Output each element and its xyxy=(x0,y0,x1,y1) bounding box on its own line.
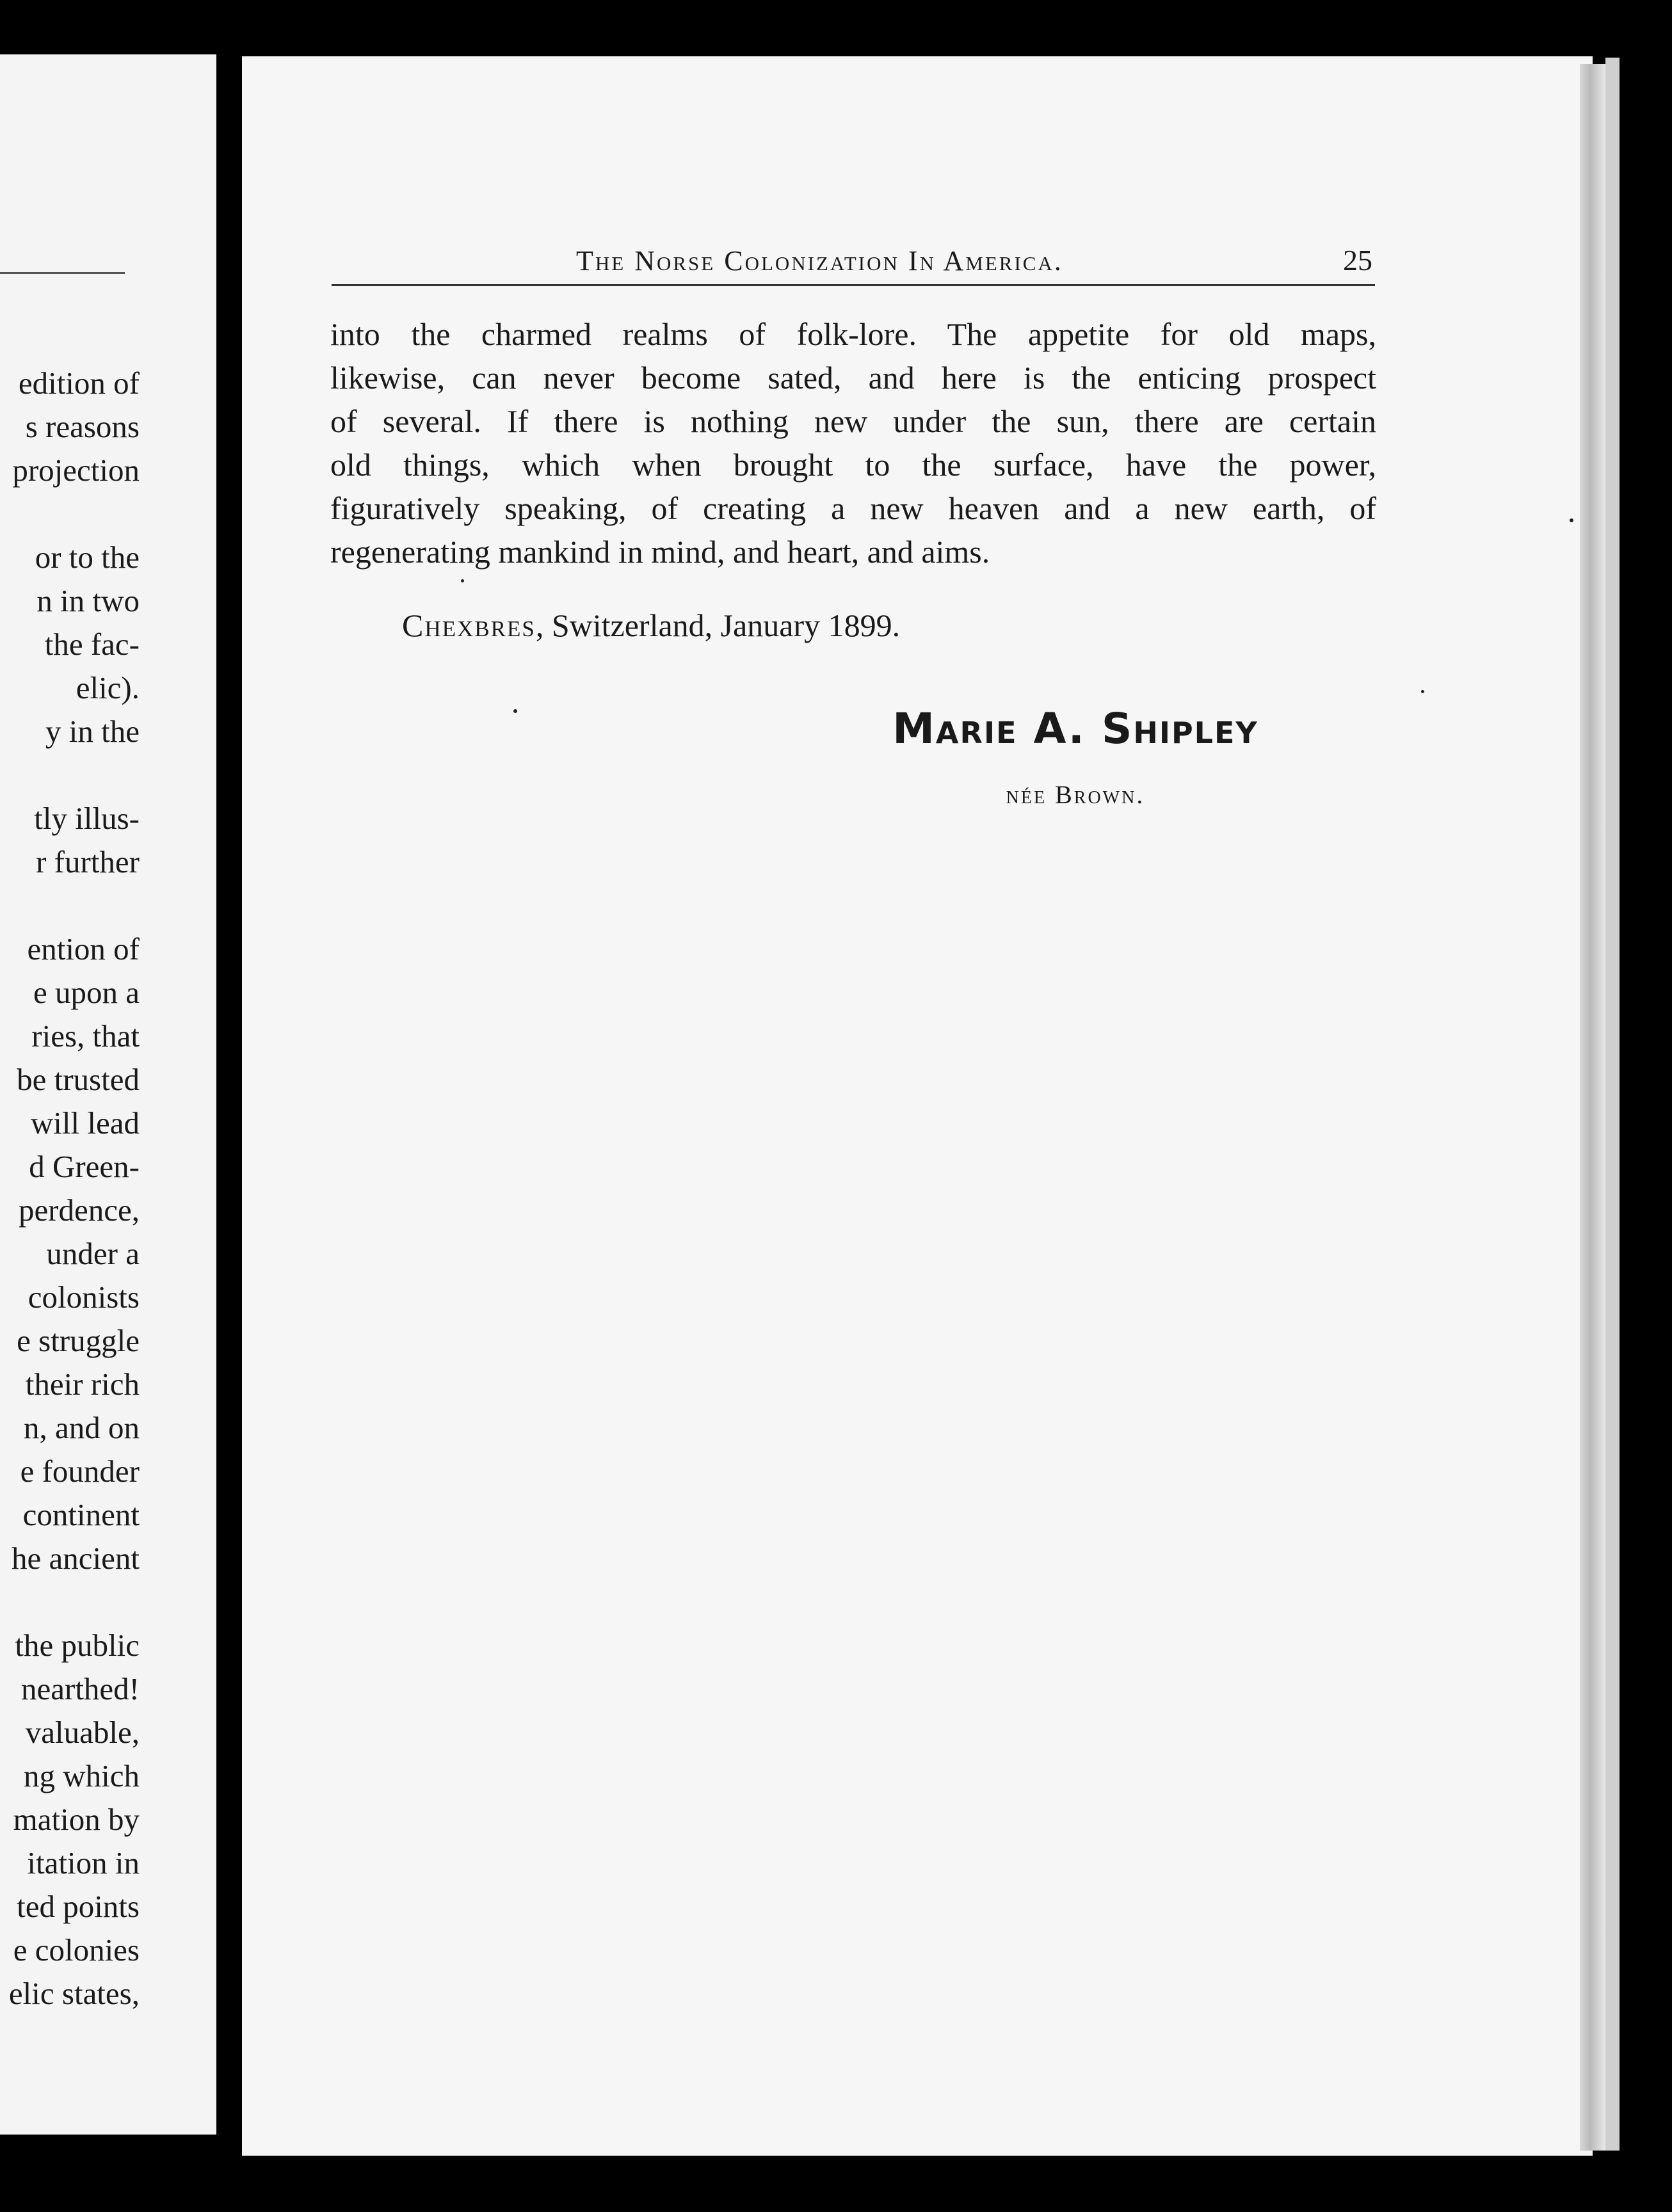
body-line: old things, which when brought to the surface, have the power, xyxy=(330,447,1376,483)
left-line: continent xyxy=(22,1497,140,1532)
running-head: The Norse Colonization In America. xyxy=(576,245,1063,276)
left-line xyxy=(0,1580,140,1624)
page-edge-shadow xyxy=(1580,64,1605,2151)
left-line: elic). xyxy=(76,670,140,705)
left-page-text xyxy=(0,362,140,2016)
left-line: n in two xyxy=(36,583,140,618)
left-line: valuable, xyxy=(25,1715,140,1750)
scan-speck xyxy=(461,579,464,582)
page-number: 25 xyxy=(1343,244,1372,276)
left-line: elic states, xyxy=(8,1976,140,2011)
left-line: tly illus- xyxy=(34,801,140,836)
left-line xyxy=(0,492,140,536)
place-name: Chexbres xyxy=(402,607,536,643)
author-signature: Marie A. Shipley xyxy=(892,704,1258,753)
left-line: will lead xyxy=(30,1105,140,1141)
left-line xyxy=(0,753,140,797)
place-date-rest: , Switzerland, January 1899. xyxy=(535,607,901,643)
body-line: likewise, can never become sated, and here is the enticing prospect xyxy=(330,360,1376,396)
body-line: of several. If there is nothing new under the sun, there are certain xyxy=(330,403,1376,439)
place-date-line xyxy=(402,607,900,644)
left-line: itation in xyxy=(27,1845,140,1880)
page-edge xyxy=(1605,58,1620,2151)
left-line: e founder xyxy=(20,1454,140,1489)
left-line: d Green- xyxy=(29,1149,140,1184)
left-line: edition of xyxy=(18,365,140,401)
left-line: mation by xyxy=(13,1802,140,1837)
left-line: r further xyxy=(36,844,140,879)
scan-speck xyxy=(1421,690,1424,693)
scan-speck xyxy=(513,709,517,713)
header-rule xyxy=(332,284,1375,286)
left-line: be trusted xyxy=(17,1062,140,1097)
left-line: or to the xyxy=(35,540,140,575)
left-line: e struggle xyxy=(17,1323,140,1358)
left-line: n, and on xyxy=(24,1410,140,1445)
left-line xyxy=(0,884,140,927)
left-line: under a xyxy=(46,1236,140,1271)
left-facing-page xyxy=(0,54,216,2135)
left-line: ention of xyxy=(27,931,140,966)
left-line: s reasons xyxy=(25,409,140,444)
scan-speck xyxy=(1570,518,1573,522)
left-line: ries, that xyxy=(31,1018,140,1054)
left-line: projection xyxy=(12,453,140,488)
body-line: into the charmed realms of folk-lore. The appetite for old maps, xyxy=(330,316,1376,352)
left-page-rule xyxy=(0,272,125,274)
left-line: nearthed! xyxy=(21,1671,140,1706)
left-line: he ancient xyxy=(12,1541,140,1576)
left-line: the public xyxy=(15,1628,140,1663)
left-line: y in the xyxy=(45,714,140,749)
left-line: e upon a xyxy=(33,975,140,1010)
body-paragraph xyxy=(330,312,1376,573)
author-nee: née Brown. xyxy=(1006,780,1145,809)
left-line: perdence, xyxy=(18,1192,140,1228)
left-line: their rich xyxy=(25,1366,140,1402)
left-line: colonists xyxy=(28,1279,140,1315)
left-line: ted points xyxy=(17,1889,140,1924)
left-line: ng which xyxy=(24,1758,140,1793)
left-line: e colonies xyxy=(13,1932,140,1968)
left-line: the fac- xyxy=(44,627,140,662)
body-line: figuratively speaking, of creating a new heaven and a new earth, of xyxy=(330,490,1376,526)
book-gutter xyxy=(216,54,242,2135)
body-line: regenerating mankind in mind, and heart, and aims. xyxy=(330,534,990,570)
